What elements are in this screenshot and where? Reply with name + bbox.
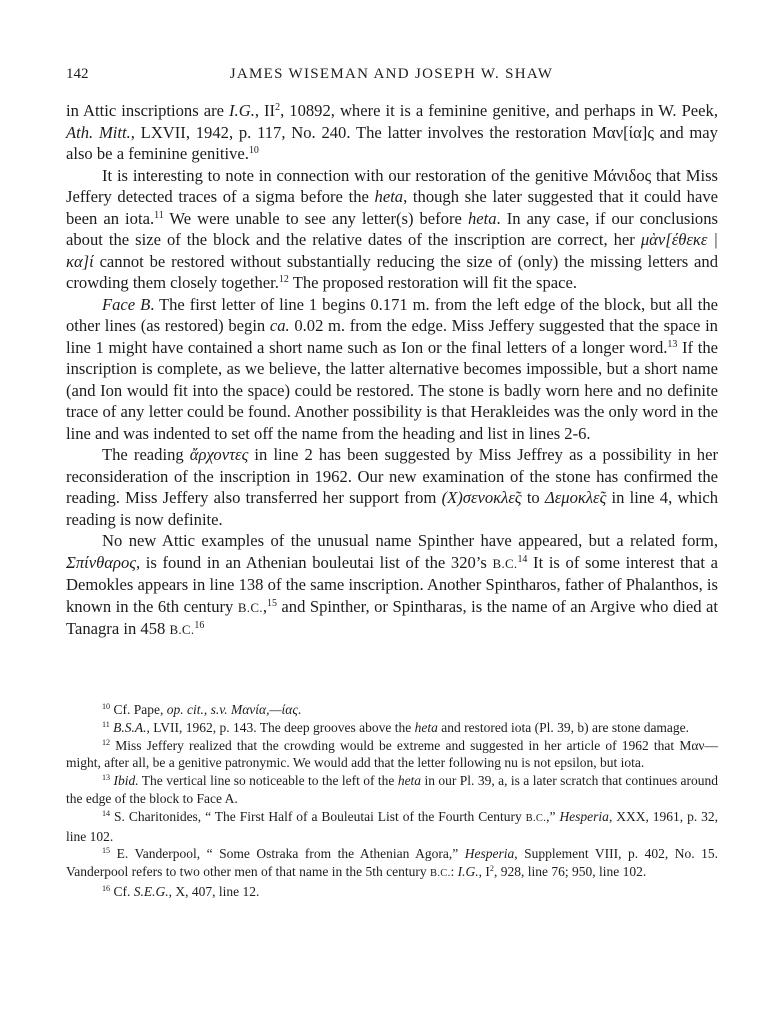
italic-run: I.G. bbox=[229, 101, 255, 120]
text-run: We were unable to see any letter(s) before bbox=[163, 208, 468, 228]
running-title: JAMES WISEMAN AND JOSEPH W. SHAW bbox=[229, 66, 554, 82]
superscript: 2 bbox=[275, 102, 281, 114]
greek-text: Μαν— bbox=[679, 737, 718, 753]
text-run: It is interesting to note in connection with our restoration of the genitive bbox=[102, 165, 594, 185]
greek-text: μὰν[έθεκε | κα]ί bbox=[66, 230, 718, 271]
text-run: . bbox=[297, 702, 302, 717]
text-run: , though she later suggested that it could have been an iota. bbox=[66, 187, 719, 228]
footnote-number: 11 bbox=[102, 719, 110, 729]
text-run: Miss Jeffery realized that the crowding would be extreme and suggested in her article of 1962 that bbox=[110, 737, 680, 753]
footnote-number: 13 bbox=[102, 773, 111, 783]
text-run: The vertical line so noticeable to the left of the bbox=[138, 773, 398, 789]
text-run: , II bbox=[254, 101, 276, 120]
text-run: The reading bbox=[102, 445, 190, 464]
italic-run: Hesperia bbox=[464, 846, 515, 862]
italic-run: heta bbox=[467, 208, 497, 228]
italic-run: I.G. bbox=[457, 864, 479, 880]
text-run: and Spinther, or Spintharas, is the name of an Argive who died at Tanagra in 458 bbox=[66, 596, 718, 638]
superscript: 2 bbox=[489, 864, 494, 874]
text-run: , 928, line 76; 950, line 102. bbox=[493, 864, 647, 880]
text-run: . The first letter of line 1 begins 0.171 m. from the left edge of the block, but all the other lines (as restored) begin bbox=[66, 294, 718, 335]
text-run: and may also be a feminine genitive. bbox=[66, 122, 718, 163]
footnote-number: 12 bbox=[102, 737, 111, 747]
text-run: , is found in an Athenian bouleutai list of the 320’s bbox=[136, 552, 493, 572]
italic-run: Hesperia bbox=[559, 808, 609, 824]
text-run: , Supplement VIII, p. 402, No. 15. Vanderpool refers to two other men of that name in the 5th century bbox=[66, 846, 718, 880]
text-run: If the inscription is complete, as we believe, the latter alternative becomes impossible, but a short name (and Ion would fit into the space) could be restored. The stone is badly worn here and no definite trace of any letter could be found. Another possibility is that Herakleides was the only word in the line and was indented to set off the name from the heading and list in lines 2-6. bbox=[66, 337, 719, 443]
text-run: , LVII, 1962, p. 143. The deep grooves above the bbox=[146, 719, 415, 735]
greek-text: Σπίνθαρος bbox=[66, 552, 137, 572]
small-caps-era: B.C. bbox=[169, 622, 195, 637]
text-run: S. Charitonides, “ The First Half of a Bouleutai List of the Fourth Century bbox=[110, 808, 526, 824]
greek-text: (Χ)σενοκλε̃ς bbox=[441, 488, 522, 507]
footnotes bbox=[66, 701, 718, 901]
greek-text: Μανία,—ίας bbox=[230, 702, 298, 717]
text-run: , XXX, 1961, p. 32, line 102. bbox=[66, 808, 719, 844]
greek-text: Δεμοκλε̃ς bbox=[544, 488, 607, 507]
small-caps-era: B.C. bbox=[492, 555, 518, 571]
italic-run: heta bbox=[414, 719, 438, 735]
text-run: , I bbox=[478, 864, 490, 880]
greek-text: Μαν[ία]ς bbox=[592, 122, 654, 142]
greek-text: Μάνιδος bbox=[593, 165, 652, 185]
text-run: , X, 407, line 12. bbox=[168, 883, 260, 899]
small-caps-era: B.C. bbox=[430, 868, 451, 880]
text-run: , bbox=[262, 596, 267, 616]
italic-run: heta bbox=[397, 773, 422, 789]
text-run: cannot be restored without substantially reducing the size of (only) the missing letters and crowding them closely together. bbox=[66, 251, 718, 292]
text-run: E. Vanderpool, “ Some Ostraka from the Athenian Agora,” bbox=[110, 846, 465, 862]
footnote-number: 10 bbox=[102, 702, 111, 712]
italic-run: Ibid. bbox=[113, 773, 139, 789]
small-caps-era: B.C. bbox=[237, 599, 263, 615]
italic-run: B.S.A. bbox=[113, 719, 147, 735]
footnote-ref: 16 bbox=[194, 620, 205, 632]
text-run: The proposed restoration will fit the space. bbox=[288, 273, 578, 292]
text-run: and restored iota (Pl. 39, b) are stone damage. bbox=[437, 719, 690, 735]
footnote bbox=[66, 845, 718, 883]
text-run: : bbox=[450, 864, 458, 880]
footnote-ref: 12 bbox=[278, 274, 289, 286]
small-caps-era: B.C. bbox=[525, 812, 547, 824]
text-run: No new Attic examples of the unusual name Spinther have appeared, but a related form, bbox=[102, 531, 718, 550]
italic-run: Face B bbox=[102, 294, 151, 314]
text-run: 0.02 m. from the edge. Miss Jeffery suggested that the space in line 1 might have contained a short name such as Ion or the final letters of a longer word. bbox=[66, 316, 718, 357]
paragraph bbox=[66, 165, 718, 294]
page-header bbox=[66, 66, 717, 88]
footnote-ref: 11 bbox=[154, 209, 164, 221]
paragraph bbox=[66, 294, 718, 445]
footnote-ref: 15 bbox=[266, 597, 277, 609]
text-run: to bbox=[521, 488, 545, 507]
text-run: Cf. bbox=[110, 883, 134, 899]
paragraph bbox=[66, 444, 718, 530]
greek-text: ἄρχοντες bbox=[189, 445, 249, 464]
text-run: It is of some interest that a Demokles appears in line 138 of the same inscription. Another Spintharos, father of Phalanthos, is known in the 6th century bbox=[66, 552, 718, 616]
text-run: that Miss Jeffery detected traces of a sigma before the bbox=[66, 165, 718, 206]
text-run: in Attic inscriptions are bbox=[66, 101, 230, 120]
footnote-ref: 10 bbox=[248, 145, 259, 157]
italic-run: S.E.G. bbox=[133, 883, 169, 899]
text-run: . In any case, if our conclusions about the size of the block and the relative dates of the inscription are correct, her bbox=[66, 208, 718, 249]
main-text bbox=[66, 100, 718, 641]
paragraph bbox=[66, 100, 718, 165]
footnote-ref: 13 bbox=[667, 338, 678, 350]
footnote bbox=[66, 808, 718, 846]
text-run: might, after all, be a genitive patronymic. We would add that the letter following nu is not epsilon, but iota. bbox=[66, 755, 645, 771]
text-run: in line 4, which reading is now definite. bbox=[66, 488, 718, 529]
text-run: , LXVII, 1942, p. 117, No. 240. The latter involves the restoration bbox=[130, 122, 593, 142]
footnote bbox=[66, 772, 718, 808]
footnote-ref: 14 bbox=[517, 553, 528, 565]
footnote-number: 16 bbox=[102, 884, 111, 894]
page-number: 142 bbox=[66, 66, 89, 82]
text-run: in our Pl. 39, a, is a later scratch that continues around the edge of the block to Face A. bbox=[66, 773, 719, 806]
footnote bbox=[66, 719, 718, 737]
footnote-number: 14 bbox=[102, 808, 111, 818]
footnote-number: 15 bbox=[102, 846, 111, 856]
text-run: ,” bbox=[546, 808, 560, 824]
italic-run: ca. bbox=[269, 316, 290, 335]
text-run: , 10892, where it is a feminine genitive, and perhaps in W. Peek, bbox=[280, 101, 718, 120]
paragraph bbox=[66, 530, 718, 641]
footnote bbox=[66, 701, 718, 719]
italic-run: Ath. Mitt. bbox=[66, 122, 131, 142]
footnote bbox=[66, 737, 718, 773]
italic-run: heta bbox=[374, 187, 404, 206]
footnote bbox=[66, 883, 718, 901]
italic-run: op. cit., s.v. bbox=[166, 702, 228, 717]
text-run: in line 2 has been suggested by Miss Jeffrey as a possibility in her reconsideration of the inscription in 1962. Our new examination of the stone has confirmed the reading. Miss Jeffery also transferred her support from bbox=[66, 445, 718, 507]
text-run: Cf. Pape, bbox=[110, 702, 167, 717]
